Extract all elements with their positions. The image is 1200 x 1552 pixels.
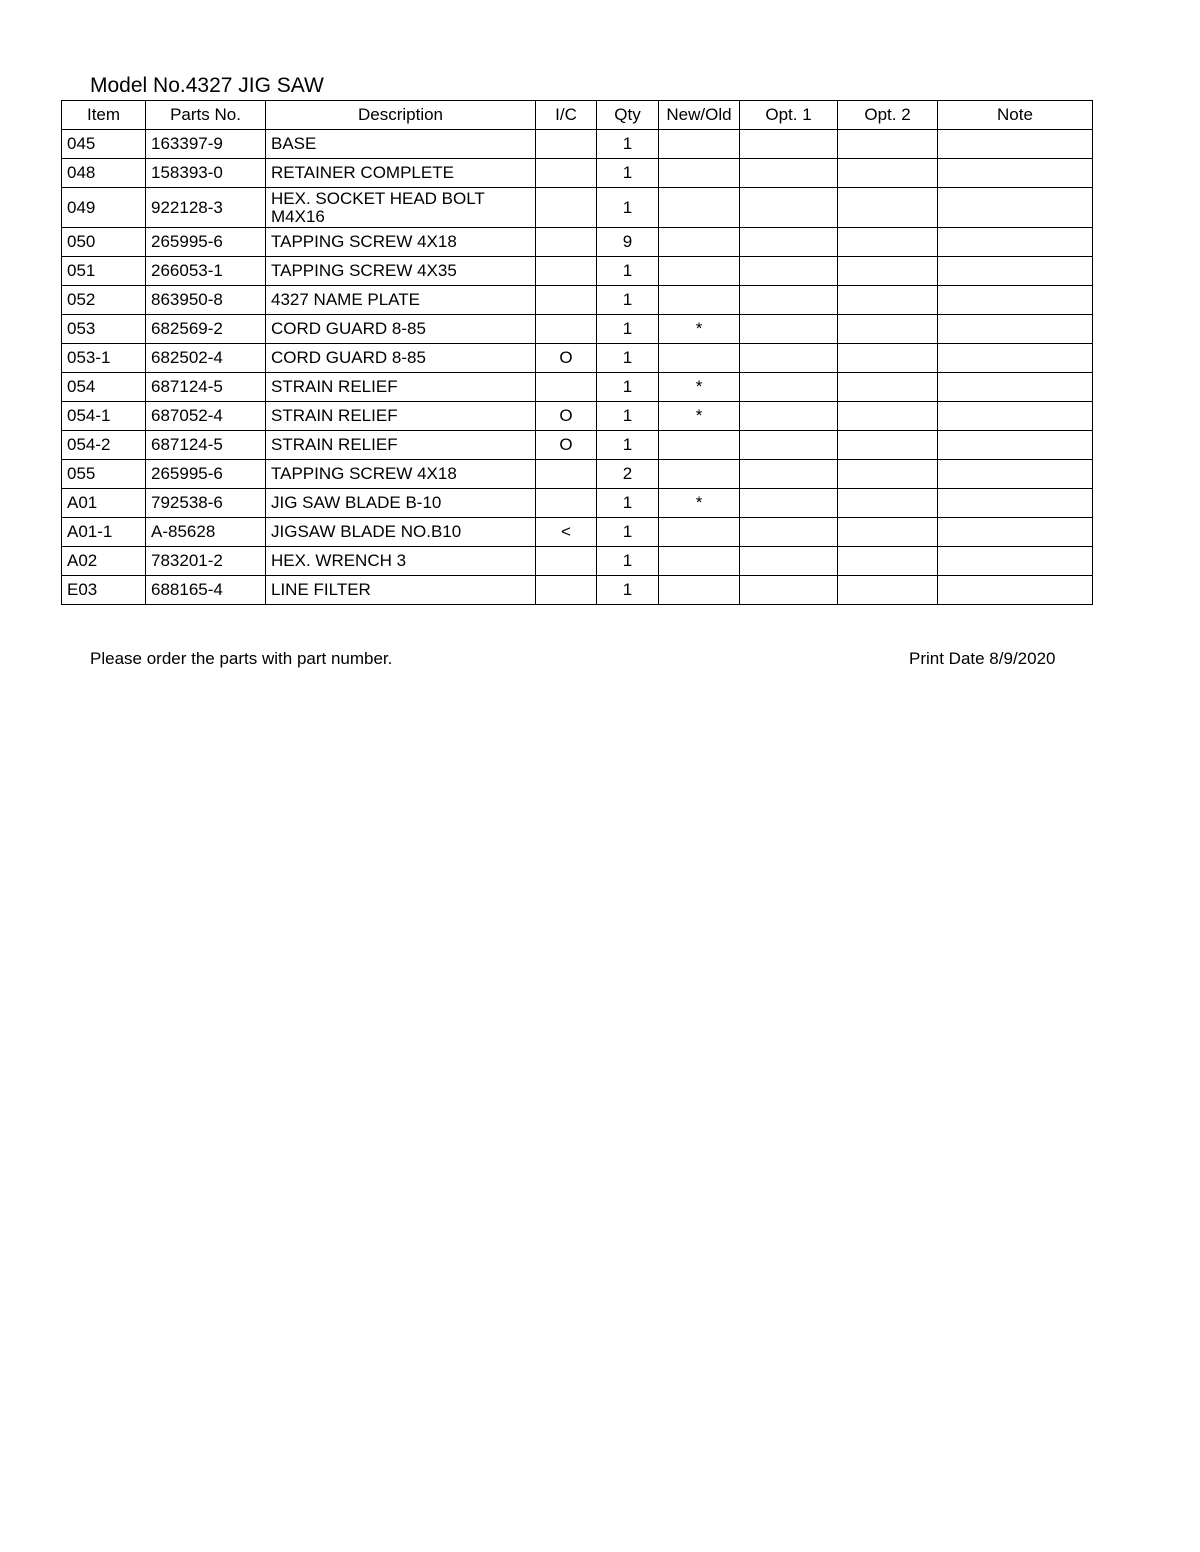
cell-opt1	[740, 518, 838, 547]
cell-description: TAPPING SCREW 4X18	[266, 460, 536, 489]
cell-opt2	[838, 402, 938, 431]
table-row	[62, 228, 1093, 257]
cell-ic	[536, 576, 597, 605]
cell-description: LINE FILTER	[266, 576, 536, 605]
cell-parts-no: 687124-5	[146, 373, 266, 402]
cell-qty: 1	[597, 159, 659, 188]
cell-parts-no: 792538-6	[146, 489, 266, 518]
cell-opt2	[838, 286, 938, 315]
column-header-description: Description	[266, 101, 536, 130]
cell-new-old	[659, 344, 740, 373]
cell-qty: 1	[597, 576, 659, 605]
cell-item: 049	[62, 188, 146, 228]
cell-opt1	[740, 228, 838, 257]
cell-item: 050	[62, 228, 146, 257]
table-row	[62, 576, 1093, 605]
cell-opt1	[740, 431, 838, 460]
cell-new-old	[659, 228, 740, 257]
cell-opt1	[740, 402, 838, 431]
cell-qty: 2	[597, 460, 659, 489]
cell-parts-no: 265995-6	[146, 460, 266, 489]
cell-description: 4327 NAME PLATE	[266, 286, 536, 315]
column-header-parts-no: Parts No.	[146, 101, 266, 130]
cell-parts-no: 863950-8	[146, 286, 266, 315]
cell-opt2	[838, 460, 938, 489]
table-row	[62, 159, 1093, 188]
cell-parts-no: A-85628	[146, 518, 266, 547]
cell-opt2	[838, 489, 938, 518]
cell-ic: O	[536, 431, 597, 460]
cell-qty: 1	[597, 130, 659, 159]
cell-note	[938, 460, 1093, 489]
cell-opt2	[838, 130, 938, 159]
column-header-qty: Qty	[597, 101, 659, 130]
cell-description: BASE	[266, 130, 536, 159]
cell-opt1	[740, 188, 838, 228]
cell-note	[938, 286, 1093, 315]
cell-ic: O	[536, 402, 597, 431]
cell-parts-no: 266053-1	[146, 257, 266, 286]
cell-opt1	[740, 489, 838, 518]
cell-parts-no: 682502-4	[146, 344, 266, 373]
cell-parts-no: 265995-6	[146, 228, 266, 257]
cell-new-old	[659, 130, 740, 159]
table-row	[62, 547, 1093, 576]
cell-new-old	[659, 576, 740, 605]
cell-opt1	[740, 547, 838, 576]
cell-qty: 1	[597, 315, 659, 344]
table-row	[62, 518, 1093, 547]
cell-item: A01	[62, 489, 146, 518]
cell-item: A01-1	[62, 518, 146, 547]
cell-item: E03	[62, 576, 146, 605]
cell-item: 053-1	[62, 344, 146, 373]
cell-new-old	[659, 286, 740, 315]
cell-description: TAPPING SCREW 4X35	[266, 257, 536, 286]
table-row	[62, 315, 1093, 344]
cell-note	[938, 228, 1093, 257]
cell-opt2	[838, 188, 938, 228]
cell-ic: O	[536, 344, 597, 373]
cell-note	[938, 315, 1093, 344]
cell-item: 055	[62, 460, 146, 489]
cell-item: 051	[62, 257, 146, 286]
column-header-new-old: New/Old	[659, 101, 740, 130]
cell-note	[938, 344, 1093, 373]
cell-description: CORD GUARD 8-85	[266, 315, 536, 344]
cell-new-old	[659, 431, 740, 460]
cell-parts-no: 687124-5	[146, 431, 266, 460]
cell-qty: 1	[597, 257, 659, 286]
cell-opt2	[838, 431, 938, 460]
table-row	[62, 286, 1093, 315]
cell-note	[938, 159, 1093, 188]
cell-qty: 1	[597, 188, 659, 228]
cell-qty: 1	[597, 431, 659, 460]
cell-opt2	[838, 518, 938, 547]
cell-description: STRAIN RELIEF	[266, 402, 536, 431]
cell-description: HEX. WRENCH 3	[266, 547, 536, 576]
table-row	[62, 344, 1093, 373]
cell-ic	[536, 315, 597, 344]
cell-new-old: *	[659, 373, 740, 402]
cell-new-old	[659, 460, 740, 489]
column-header-opt1: Opt. 1	[740, 101, 838, 130]
cell-opt1	[740, 373, 838, 402]
cell-note	[938, 576, 1093, 605]
cell-description: STRAIN RELIEF	[266, 431, 536, 460]
cell-ic	[536, 228, 597, 257]
cell-description: JIGSAW BLADE NO.B10	[266, 518, 536, 547]
cell-ic	[536, 130, 597, 159]
cell-opt1	[740, 344, 838, 373]
cell-parts-no: 163397-9	[146, 130, 266, 159]
cell-parts-no: 688165-4	[146, 576, 266, 605]
cell-new-old	[659, 518, 740, 547]
cell-parts-no: 687052-4	[146, 402, 266, 431]
cell-qty: 1	[597, 344, 659, 373]
cell-note	[938, 489, 1093, 518]
cell-qty: 1	[597, 402, 659, 431]
cell-opt1	[740, 315, 838, 344]
cell-new-old	[659, 547, 740, 576]
cell-description: RETAINER COMPLETE	[266, 159, 536, 188]
cell-ic	[536, 188, 597, 228]
cell-opt2	[838, 315, 938, 344]
cell-note	[938, 373, 1093, 402]
cell-ic	[536, 547, 597, 576]
cell-parts-no: 922128-3	[146, 188, 266, 228]
cell-ic: <	[536, 518, 597, 547]
cell-opt1	[740, 130, 838, 159]
cell-item: 052	[62, 286, 146, 315]
cell-note	[938, 547, 1093, 576]
parts-table	[61, 100, 1093, 605]
cell-item: 045	[62, 130, 146, 159]
cell-new-old	[659, 159, 740, 188]
cell-opt2	[838, 159, 938, 188]
cell-description: HEX. SOCKET HEAD BOLT M4X16	[266, 188, 536, 228]
cell-item: 054	[62, 373, 146, 402]
table-row	[62, 188, 1093, 228]
column-header-note: Note	[938, 101, 1093, 130]
table-row	[62, 431, 1093, 460]
cell-new-old	[659, 188, 740, 228]
table-row	[62, 402, 1093, 431]
cell-new-old	[659, 257, 740, 286]
cell-description: TAPPING SCREW 4X18	[266, 228, 536, 257]
cell-note	[938, 402, 1093, 431]
cell-parts-no: 682569-2	[146, 315, 266, 344]
cell-new-old: *	[659, 402, 740, 431]
parts-table-body	[62, 130, 1093, 605]
cell-opt2	[838, 228, 938, 257]
table-row	[62, 460, 1093, 489]
cell-ic	[536, 257, 597, 286]
cell-item: A02	[62, 547, 146, 576]
cell-qty: 1	[597, 286, 659, 315]
cell-note	[938, 130, 1093, 159]
cell-note	[938, 518, 1093, 547]
order-instruction: Please order the parts with part number.	[90, 649, 393, 668]
cell-qty: 1	[597, 547, 659, 576]
table-row	[62, 130, 1093, 159]
cell-qty: 1	[597, 489, 659, 518]
cell-qty: 1	[597, 373, 659, 402]
cell-description: CORD GUARD 8-85	[266, 344, 536, 373]
cell-note	[938, 188, 1093, 228]
cell-item: 054-2	[62, 431, 146, 460]
cell-ic	[536, 286, 597, 315]
cell-item: 048	[62, 159, 146, 188]
cell-new-old: *	[659, 315, 740, 344]
cell-qty: 9	[597, 228, 659, 257]
table-header-row	[62, 101, 1093, 130]
column-header-opt2: Opt. 2	[838, 101, 938, 130]
cell-new-old: *	[659, 489, 740, 518]
print-date: Print Date 8/9/2020	[909, 649, 1056, 668]
cell-item: 053	[62, 315, 146, 344]
cell-note	[938, 257, 1093, 286]
cell-ic	[536, 489, 597, 518]
table-row	[62, 373, 1093, 402]
column-header-ic: I/C	[536, 101, 597, 130]
cell-description: STRAIN RELIEF	[266, 373, 536, 402]
cell-opt1	[740, 257, 838, 286]
cell-opt1	[740, 159, 838, 188]
cell-opt2	[838, 547, 938, 576]
cell-opt2	[838, 576, 938, 605]
cell-opt2	[838, 257, 938, 286]
page-title: Model No.4327 JIG SAW	[90, 74, 324, 97]
table-row	[62, 257, 1093, 286]
cell-ic	[536, 159, 597, 188]
column-header-item: Item	[62, 101, 146, 130]
cell-ic	[536, 373, 597, 402]
table-row	[62, 489, 1093, 518]
cell-note	[938, 431, 1093, 460]
cell-opt1	[740, 460, 838, 489]
cell-opt1	[740, 286, 838, 315]
cell-ic	[536, 460, 597, 489]
cell-parts-no: 783201-2	[146, 547, 266, 576]
cell-description: JIG SAW BLADE B-10	[266, 489, 536, 518]
cell-item: 054-1	[62, 402, 146, 431]
cell-opt2	[838, 373, 938, 402]
cell-opt2	[838, 344, 938, 373]
cell-parts-no: 158393-0	[146, 159, 266, 188]
cell-qty: 1	[597, 518, 659, 547]
cell-opt1	[740, 576, 838, 605]
